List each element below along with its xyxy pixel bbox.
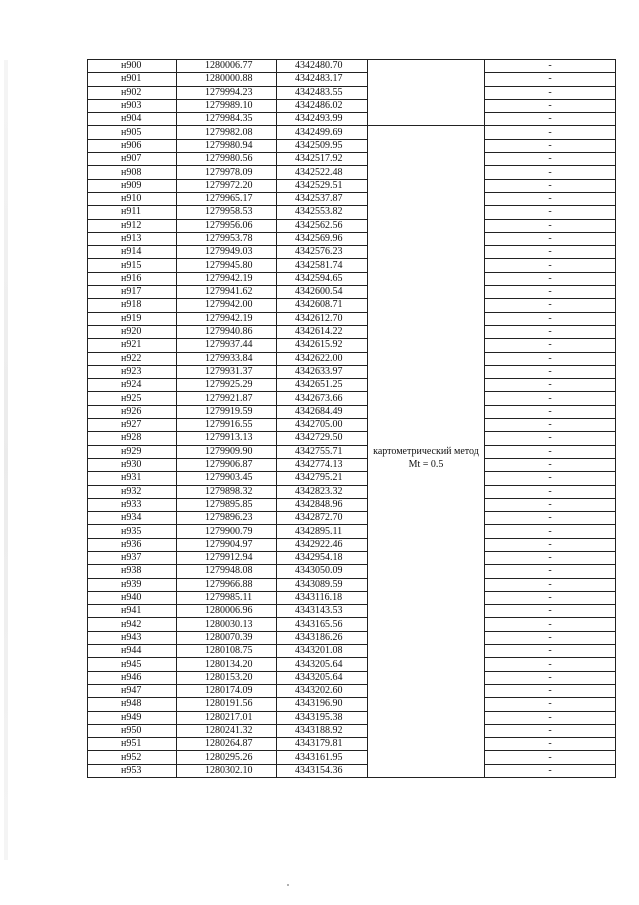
y-coordinate-cell: 4342729.50 [277, 432, 368, 445]
table-row [88, 126, 616, 139]
x-coordinate-cell: 1279942.19 [177, 312, 277, 325]
x-coordinate-cell: 1279953.78 [177, 232, 277, 245]
point-name-cell: н943 [88, 631, 177, 644]
y-coordinate-cell: 4342705.00 [277, 419, 368, 432]
y-coordinate-cell: 4343089.59 [277, 578, 368, 591]
accuracy-cell: - [485, 259, 616, 272]
y-coordinate-cell: 4343165.56 [277, 618, 368, 631]
point-name-cell: н927 [88, 419, 177, 432]
table-row [88, 472, 616, 485]
y-coordinate-cell: 4342480.70 [277, 60, 368, 73]
table-row [88, 538, 616, 551]
accuracy-cell: - [485, 60, 616, 73]
table-row [88, 698, 616, 711]
y-coordinate-cell: 4343196.90 [277, 698, 368, 711]
table-row [88, 325, 616, 338]
y-coordinate-cell: 4342600.54 [277, 286, 368, 299]
y-coordinate-cell: 4342486.02 [277, 99, 368, 112]
x-coordinate-cell: 1279949.03 [177, 246, 277, 259]
y-coordinate-cell: 4342895.11 [277, 525, 368, 538]
table-row [88, 166, 616, 179]
x-coordinate-cell: 1279978.09 [177, 166, 277, 179]
table-row [88, 565, 616, 578]
accuracy-cell: - [485, 671, 616, 684]
point-name-cell: н924 [88, 379, 177, 392]
accuracy-cell: - [485, 352, 616, 365]
accuracy-cell: - [485, 724, 616, 737]
point-name-cell: н941 [88, 605, 177, 618]
y-coordinate-cell: 4342795.21 [277, 472, 368, 485]
table-row [88, 724, 616, 737]
x-coordinate-cell: 1279913.13 [177, 432, 277, 445]
table-row [88, 73, 616, 86]
y-coordinate-cell: 4342483.17 [277, 73, 368, 86]
point-name-cell: н951 [88, 738, 177, 751]
x-coordinate-cell: 1280264.87 [177, 738, 277, 751]
point-name-cell: н948 [88, 698, 177, 711]
y-coordinate-cell: 4343205.64 [277, 671, 368, 684]
x-coordinate-cell: 1279965.17 [177, 192, 277, 205]
accuracy-cell: - [485, 246, 616, 259]
point-name-cell: н937 [88, 551, 177, 564]
accuracy-cell: - [485, 618, 616, 631]
x-coordinate-cell: 1279980.56 [177, 153, 277, 166]
point-name-cell: н905 [88, 126, 177, 139]
x-coordinate-cell: 1279980.94 [177, 139, 277, 152]
table-row [88, 445, 616, 458]
x-coordinate-cell: 1279985.11 [177, 591, 277, 604]
x-coordinate-cell: 1279921.87 [177, 392, 277, 405]
y-coordinate-cell: 4342576.23 [277, 246, 368, 259]
point-name-cell: н953 [88, 764, 177, 777]
table-row [88, 711, 616, 724]
y-coordinate-cell: 4342499.69 [277, 126, 368, 139]
point-name-cell: н952 [88, 751, 177, 764]
y-coordinate-cell: 4342614.22 [277, 325, 368, 338]
point-name-cell: н920 [88, 325, 177, 338]
y-coordinate-cell: 4342755.71 [277, 445, 368, 458]
accuracy-cell: - [485, 272, 616, 285]
accuracy-cell: - [485, 206, 616, 219]
x-coordinate-cell: 1279956.06 [177, 219, 277, 232]
x-coordinate-cell: 1279982.08 [177, 126, 277, 139]
accuracy-cell: - [485, 73, 616, 86]
point-name-cell: н916 [88, 272, 177, 285]
x-coordinate-cell: 1279896.23 [177, 512, 277, 525]
point-name-cell: н921 [88, 339, 177, 352]
accuracy-cell: - [485, 458, 616, 471]
y-coordinate-cell: 4343195.38 [277, 711, 368, 724]
x-coordinate-cell: 1279958.53 [177, 206, 277, 219]
table-row [88, 272, 616, 285]
table-row [88, 618, 616, 631]
x-coordinate-cell: 1279933.84 [177, 352, 277, 365]
accuracy-cell: - [485, 179, 616, 192]
y-coordinate-cell: 4342684.49 [277, 405, 368, 418]
scan-speck [287, 884, 289, 886]
y-coordinate-cell: 4342612.70 [277, 312, 368, 325]
point-name-cell: н900 [88, 60, 177, 73]
accuracy-cell: - [485, 698, 616, 711]
accuracy-cell: - [485, 365, 616, 378]
accuracy-cell: - [485, 578, 616, 591]
x-coordinate-cell: 1280217.01 [177, 711, 277, 724]
y-coordinate-cell: 4342622.00 [277, 352, 368, 365]
x-coordinate-cell: 1279984.35 [177, 113, 277, 126]
accuracy-cell: - [485, 512, 616, 525]
accuracy-cell: - [485, 472, 616, 485]
point-name-cell: н913 [88, 232, 177, 245]
table-row [88, 379, 616, 392]
x-coordinate-cell: 1279912.94 [177, 551, 277, 564]
y-coordinate-cell: 4342774.13 [277, 458, 368, 471]
x-coordinate-cell: 1279909.90 [177, 445, 277, 458]
x-coordinate-cell: 1280241.32 [177, 724, 277, 737]
point-name-cell: н949 [88, 711, 177, 724]
y-coordinate-cell: 4342872.70 [277, 512, 368, 525]
y-coordinate-cell: 4342522.48 [277, 166, 368, 179]
method-cell-empty [368, 60, 485, 126]
table-row [88, 684, 616, 697]
coordinates-table-body [88, 60, 616, 778]
accuracy-cell: - [485, 591, 616, 604]
x-coordinate-cell: 1280108.75 [177, 645, 277, 658]
y-coordinate-cell: 4342922.46 [277, 538, 368, 551]
accuracy-cell: - [485, 192, 616, 205]
point-name-cell: н931 [88, 472, 177, 485]
y-coordinate-cell: 4342483.55 [277, 86, 368, 99]
y-coordinate-cell: 4343188.92 [277, 724, 368, 737]
table-row [88, 286, 616, 299]
accuracy-cell: - [485, 445, 616, 458]
point-name-cell: н906 [88, 139, 177, 152]
y-coordinate-cell: 4342493.99 [277, 113, 368, 126]
y-coordinate-cell: 4342633.97 [277, 365, 368, 378]
y-coordinate-cell: 4343154.36 [277, 764, 368, 777]
accuracy-cell: - [485, 379, 616, 392]
accuracy-cell: - [485, 751, 616, 764]
x-coordinate-cell: 1279966.88 [177, 578, 277, 591]
table-row [88, 671, 616, 684]
table-row [88, 419, 616, 432]
x-coordinate-cell: 1280070.39 [177, 631, 277, 644]
point-name-cell: н944 [88, 645, 177, 658]
accuracy-cell: - [485, 126, 616, 139]
table-row [88, 179, 616, 192]
point-name-cell: н925 [88, 392, 177, 405]
accuracy-cell: - [485, 419, 616, 432]
accuracy-cell: - [485, 565, 616, 578]
table-row [88, 299, 616, 312]
point-name-cell: н910 [88, 192, 177, 205]
y-coordinate-cell: 4343186.26 [277, 631, 368, 644]
x-coordinate-cell: 1279989.10 [177, 99, 277, 112]
point-name-cell: н914 [88, 246, 177, 259]
point-name-cell: н928 [88, 432, 177, 445]
x-coordinate-cell: 1279937.44 [177, 339, 277, 352]
x-coordinate-cell: 1279925.29 [177, 379, 277, 392]
x-coordinate-cell: 1279942.00 [177, 299, 277, 312]
x-coordinate-cell: 1279904.97 [177, 538, 277, 551]
table-row [88, 605, 616, 618]
point-name-cell: н922 [88, 352, 177, 365]
y-coordinate-cell: 4343116.18 [277, 591, 368, 604]
x-coordinate-cell: 1279994.23 [177, 86, 277, 99]
point-name-cell: н945 [88, 658, 177, 671]
point-name-cell: н929 [88, 445, 177, 458]
y-coordinate-cell: 4342569.96 [277, 232, 368, 245]
point-name-cell: н904 [88, 113, 177, 126]
accuracy-cell: - [485, 738, 616, 751]
accuracy-cell: - [485, 658, 616, 671]
x-coordinate-cell: 1280302.10 [177, 764, 277, 777]
point-name-cell: н926 [88, 405, 177, 418]
y-coordinate-cell: 4342517.92 [277, 153, 368, 166]
accuracy-cell: - [485, 405, 616, 418]
point-name-cell: н947 [88, 684, 177, 697]
method-cell [368, 126, 485, 778]
table-row [88, 60, 616, 73]
accuracy-cell: - [485, 498, 616, 511]
accuracy-cell: - [485, 485, 616, 498]
point-name-cell: н908 [88, 166, 177, 179]
table-row [88, 645, 616, 658]
y-coordinate-cell: 4342651.25 [277, 379, 368, 392]
point-name-cell: н909 [88, 179, 177, 192]
coordinates-table [87, 59, 616, 778]
accuracy-cell: - [485, 113, 616, 126]
point-name-cell: н942 [88, 618, 177, 631]
table-row [88, 153, 616, 166]
accuracy-cell: - [485, 325, 616, 338]
x-coordinate-cell: 1280006.77 [177, 60, 277, 73]
x-coordinate-cell: 1279906.87 [177, 458, 277, 471]
table-row [88, 259, 616, 272]
point-name-cell: н935 [88, 525, 177, 538]
x-coordinate-cell: 1280006.96 [177, 605, 277, 618]
x-coordinate-cell: 1279940.86 [177, 325, 277, 338]
x-coordinate-cell: 1279972.20 [177, 179, 277, 192]
table-row [88, 352, 616, 365]
x-coordinate-cell: 1279895.85 [177, 498, 277, 511]
y-coordinate-cell: 4342529.51 [277, 179, 368, 192]
x-coordinate-cell: 1280000.88 [177, 73, 277, 86]
x-coordinate-cell: 1280030.13 [177, 618, 277, 631]
x-coordinate-cell: 1279919.59 [177, 405, 277, 418]
accuracy-cell: - [485, 525, 616, 538]
point-name-cell: н901 [88, 73, 177, 86]
point-name-cell: н930 [88, 458, 177, 471]
y-coordinate-cell: 4342553.82 [277, 206, 368, 219]
y-coordinate-cell: 4342537.87 [277, 192, 368, 205]
table-row [88, 658, 616, 671]
y-coordinate-cell: 4342615.92 [277, 339, 368, 352]
table-row [88, 551, 616, 564]
accuracy-cell: - [485, 684, 616, 697]
point-name-cell: н907 [88, 153, 177, 166]
point-name-cell: н934 [88, 512, 177, 525]
point-name-cell: н903 [88, 99, 177, 112]
table-row [88, 246, 616, 259]
table-row [88, 458, 616, 471]
accuracy-cell: - [485, 99, 616, 112]
table-row [88, 312, 616, 325]
point-name-cell: н938 [88, 565, 177, 578]
table-row [88, 219, 616, 232]
point-name-cell: н939 [88, 578, 177, 591]
accuracy-cell: - [485, 538, 616, 551]
accuracy-cell: - [485, 605, 616, 618]
x-coordinate-cell: 1279903.45 [177, 472, 277, 485]
scan-margin-shadow [4, 60, 8, 860]
point-name-cell: н911 [88, 206, 177, 219]
point-name-cell: н933 [88, 498, 177, 511]
table-row [88, 764, 616, 777]
point-name-cell: н917 [88, 286, 177, 299]
point-name-cell: н940 [88, 591, 177, 604]
y-coordinate-cell: 4342562.56 [277, 219, 368, 232]
y-coordinate-cell: 4342594.65 [277, 272, 368, 285]
x-coordinate-cell: 1280134.20 [177, 658, 277, 671]
point-name-cell: н915 [88, 259, 177, 272]
accuracy-cell: - [485, 764, 616, 777]
accuracy-cell: - [485, 551, 616, 564]
point-name-cell: н932 [88, 485, 177, 498]
y-coordinate-cell: 4343202.60 [277, 684, 368, 697]
x-coordinate-cell: 1279898.32 [177, 485, 277, 498]
point-name-cell: н918 [88, 299, 177, 312]
accuracy-cell: - [485, 166, 616, 179]
table-row [88, 738, 616, 751]
accuracy-cell: - [485, 645, 616, 658]
y-coordinate-cell: 4343205.64 [277, 658, 368, 671]
table-row [88, 525, 616, 538]
accuracy-cell: - [485, 312, 616, 325]
table-row [88, 99, 616, 112]
table-row [88, 192, 616, 205]
x-coordinate-cell: 1279916.55 [177, 419, 277, 432]
x-coordinate-cell: 1279900.79 [177, 525, 277, 538]
y-coordinate-cell: 4342954.18 [277, 551, 368, 564]
table-row [88, 392, 616, 405]
accuracy-cell: - [485, 232, 616, 245]
y-coordinate-cell: 4342581.74 [277, 259, 368, 272]
table-row [88, 512, 616, 525]
y-coordinate-cell: 4343201.08 [277, 645, 368, 658]
table-row [88, 365, 616, 378]
y-coordinate-cell: 4342848.96 [277, 498, 368, 511]
x-coordinate-cell: 1280191.56 [177, 698, 277, 711]
method-label: картометрический метод Mt = 0.5 [373, 446, 479, 471]
table-row [88, 405, 616, 418]
y-coordinate-cell: 4343161.95 [277, 751, 368, 764]
accuracy-cell: - [485, 711, 616, 724]
accuracy-cell: - [485, 286, 616, 299]
point-name-cell: н902 [88, 86, 177, 99]
y-coordinate-cell: 4343050.09 [277, 565, 368, 578]
x-coordinate-cell: 1279942.19 [177, 272, 277, 285]
table-row [88, 432, 616, 445]
y-coordinate-cell: 4343143.53 [277, 605, 368, 618]
accuracy-cell: - [485, 432, 616, 445]
point-name-cell: н919 [88, 312, 177, 325]
x-coordinate-cell: 1280153.20 [177, 671, 277, 684]
accuracy-cell: - [485, 139, 616, 152]
table-row [88, 751, 616, 764]
accuracy-cell: - [485, 631, 616, 644]
point-name-cell: н923 [88, 365, 177, 378]
table-row [88, 498, 616, 511]
x-coordinate-cell: 1279941.62 [177, 286, 277, 299]
table-row [88, 485, 616, 498]
x-coordinate-cell: 1280295.26 [177, 751, 277, 764]
point-name-cell: н950 [88, 724, 177, 737]
table-row [88, 631, 616, 644]
y-coordinate-cell: 4342823.32 [277, 485, 368, 498]
y-coordinate-cell: 4342509.95 [277, 139, 368, 152]
table-row [88, 206, 616, 219]
accuracy-cell: - [485, 339, 616, 352]
table-row [88, 113, 616, 126]
x-coordinate-cell: 1279931.37 [177, 365, 277, 378]
accuracy-cell: - [485, 392, 616, 405]
accuracy-cell: - [485, 153, 616, 166]
point-name-cell: н946 [88, 671, 177, 684]
accuracy-cell: - [485, 299, 616, 312]
x-coordinate-cell: 1279945.80 [177, 259, 277, 272]
table-row [88, 232, 616, 245]
y-coordinate-cell: 4342608.71 [277, 299, 368, 312]
accuracy-cell: - [485, 86, 616, 99]
y-coordinate-cell: 4342673.66 [277, 392, 368, 405]
point-name-cell: н912 [88, 219, 177, 232]
accuracy-cell: - [485, 219, 616, 232]
table-row [88, 578, 616, 591]
point-name-cell: н936 [88, 538, 177, 551]
table-row [88, 339, 616, 352]
table-row [88, 591, 616, 604]
table-row [88, 86, 616, 99]
table-row [88, 139, 616, 152]
y-coordinate-cell: 4343179.81 [277, 738, 368, 751]
x-coordinate-cell: 1280174.09 [177, 684, 277, 697]
x-coordinate-cell: 1279948.08 [177, 565, 277, 578]
